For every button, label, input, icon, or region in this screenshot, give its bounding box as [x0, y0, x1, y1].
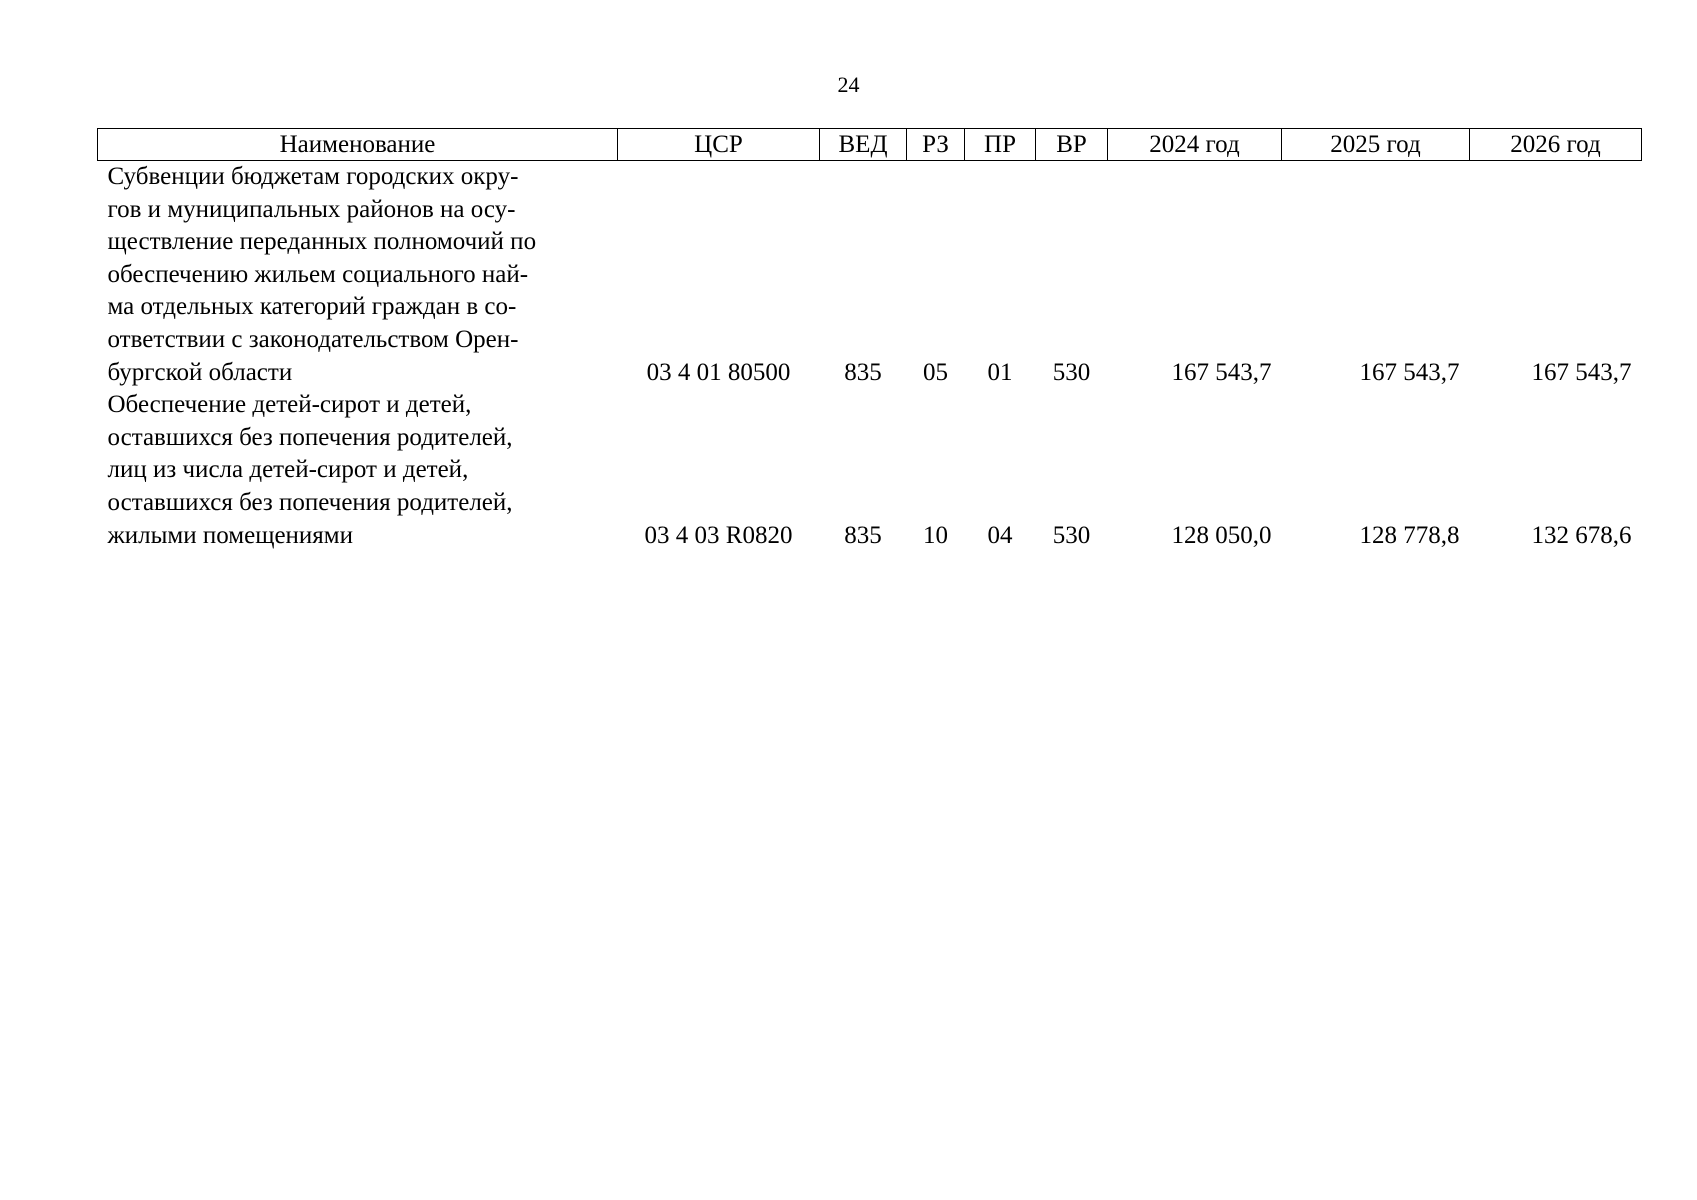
row-2025: 128 778,8 [1359, 521, 1460, 549]
header-ved: ВЕД [820, 129, 907, 161]
row-csr: 03 4 03 R0820 [644, 521, 793, 549]
page-number: 24 [837, 72, 860, 97]
row-ved: 835 [844, 358, 882, 386]
header-name: Наименование [98, 129, 618, 161]
row-2024: 128 050,0 [1171, 521, 1272, 549]
row-rz: 05 [923, 358, 948, 386]
row-name [98, 161, 618, 390]
table-row [98, 161, 1642, 390]
row-2026: 132 678,6 [1531, 521, 1632, 549]
name-line: оставшихся без попечения родителей, [107, 488, 513, 516]
row-pr: 01 [987, 358, 1013, 386]
name-line: гов и муниципальных районов на осу- [107, 195, 516, 223]
name-line: жилыми помещениями [107, 521, 353, 549]
row-2025: 167 543,7 [1359, 358, 1460, 386]
name-line: бургской области [107, 358, 293, 386]
name-line: Обеспечение детей-сирот и детей, [107, 391, 472, 419]
row-vr: 530 [1052, 358, 1091, 386]
budget-table [97, 128, 1642, 552]
row-pr: 04 [987, 521, 1013, 549]
row-ved: 835 [844, 521, 882, 549]
row-2026: 167 543,7 [1531, 358, 1632, 386]
header-2024: 2024 год [1108, 129, 1282, 161]
row-csr: 03 4 01 80500 [646, 358, 791, 386]
table-header-row [98, 129, 1642, 161]
header-vr: ВР [1036, 129, 1108, 161]
header-2026: 2026 год [1470, 129, 1642, 161]
row-name [98, 389, 618, 552]
header-pr: ПР [965, 129, 1036, 161]
header-csr: ЦСР [618, 129, 820, 161]
name-line: ществление переданных полномочий по [107, 228, 537, 256]
header-2025: 2025 год [1282, 129, 1470, 161]
name-line: Субвенции бюджетам городских окру- [107, 163, 519, 190]
table-row [98, 389, 1642, 552]
name-line: ответствии с законодательством Орен- [107, 325, 519, 353]
row-2024: 167 543,7 [1171, 358, 1272, 386]
row-vr: 530 [1052, 521, 1091, 549]
name-line: оставшихся без попечения родителей, [107, 423, 513, 451]
name-line: ма отдельных категорий граждан в со- [107, 293, 517, 321]
name-line: лиц из числа детей-сирот и детей, [107, 456, 469, 484]
header-rz: РЗ [907, 129, 965, 161]
row-rz: 10 [923, 521, 948, 549]
name-line: обеспечению жильем социального най- [107, 260, 529, 288]
